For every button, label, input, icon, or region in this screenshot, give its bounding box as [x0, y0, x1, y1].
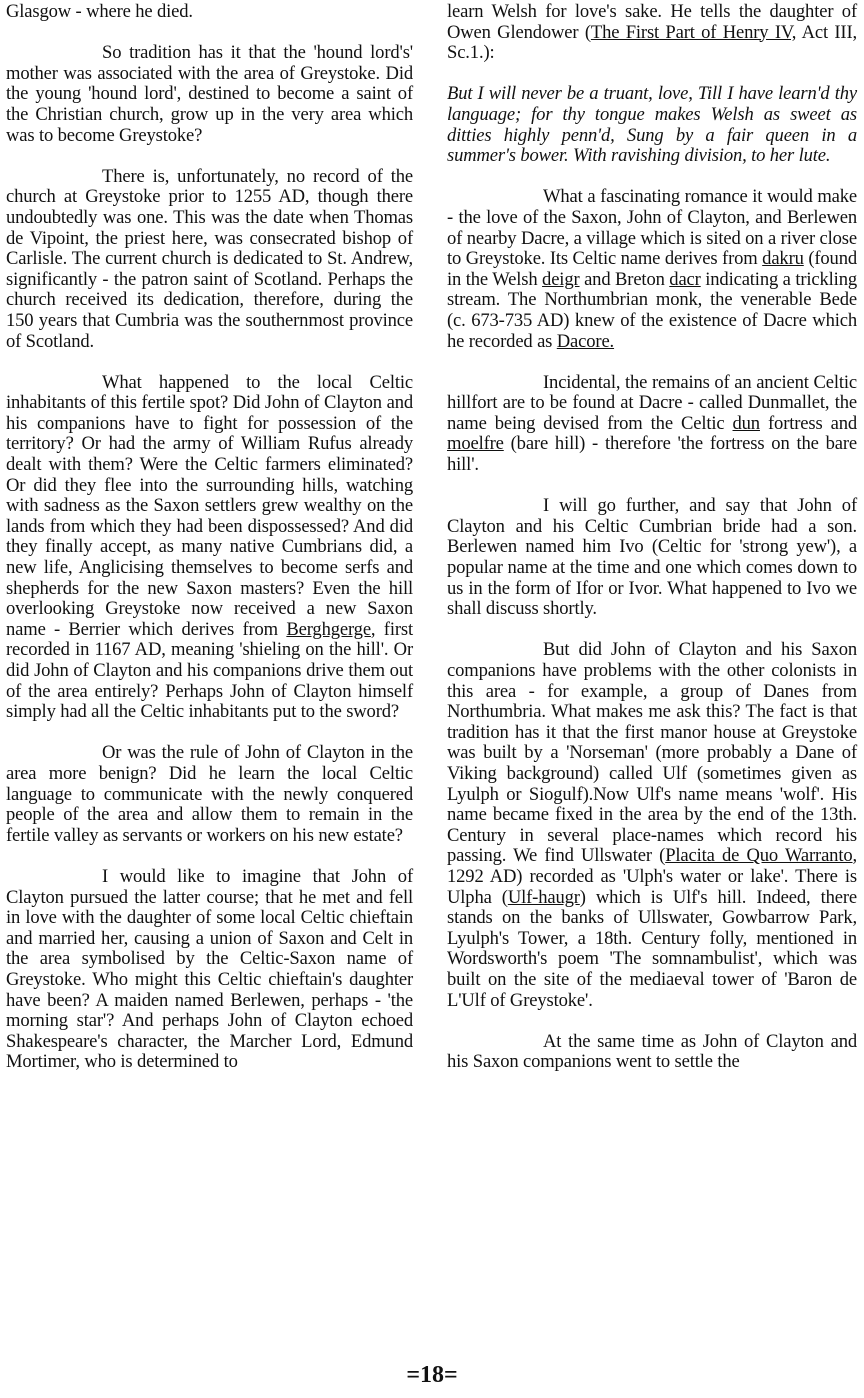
- text-run: What a fascinating romance it would make - the love of the Saxon, John of Clayton, and Berlewen of nearby Dacre, a village which is sited on a river close to Greystoke. Its Celtic name derives from: [447, 186, 857, 270]
- text-run: What happened to the local Celtic inhabitants of this fertile spot? Did John of Clayton and his companions have to fight for possession of the territory? Or had the army of William Rufus already dealt with them? Were the Celtic farmers eliminated? Or did they flee into the surrounding hills, watching with sadness as the Saxon settlers grew wealthy on the lands from which they had been dispossessed? And did they finally accept, as many native Cumbrians did, a new life, Anglicising themselves to become serfs and shepherds for the new Saxon masters? Even the hill overlooking Greystoke now received a new Saxon name - Berrier which derives from: [6, 371, 413, 640]
- paragraph: At the same time as John of Clayton and his Saxon companions went to settle the: [447, 1030, 857, 1073]
- page-number: =18=: [406, 1362, 458, 1388]
- paragraph: [6, 373, 413, 723]
- paragraph: [447, 373, 857, 476]
- underlined-term: Placita de Quo Warranto: [665, 845, 853, 867]
- paragraph: Glasgow - where he died.: [6, 1, 193, 22]
- text-run: (found in the Welsh: [447, 248, 857, 290]
- underlined-term: deigr: [542, 268, 580, 290]
- text-run: , 1292 AD) recorded as 'Ulph's water or lake'. There is Ulpha (: [447, 845, 857, 908]
- paragraph: So tradition has it that the 'hound lord's' mother was associated with the area of Greystoke. Did the young 'hound lord', destined to become a saint of the Christian church, grow up in the very area which was to become Greystoke?: [6, 42, 413, 146]
- paragraph: [447, 640, 857, 1011]
- text-run: fortress and: [759, 412, 857, 434]
- underlined-term: dun: [732, 412, 760, 434]
- underlined-term: Berghgerge: [286, 618, 371, 640]
- text-run: indicating a trickling stream. The Northumbrian monk, the venerable Bede (c. 673-735 AD) knew of the existence of Dacre which he recorded as: [447, 268, 857, 352]
- text-run: Incidental, the remains of an ancient Celtic hillfort are to be found at Dacre - called Dunmallet, the name being devised from the Celtic: [447, 371, 857, 434]
- left-column: [6, 2, 413, 1093]
- text-run: learn Welsh for love's sake. He tells the daughter of Owen Glendower (: [447, 1, 857, 43]
- paragraph: There is, unfortunately, no record of the church at Greystoke prior to 1255 AD, though there undoubtedly was one. This was the date when Thomas de Vipoint, the priest here, was consecrated bishop of Carlisle. The current church is dedicated to St. Andrew, significantly - the patron saint of Scotland. Perhaps the church received its dedication, therefore, during the 150 years that Cumbria was the southernmost province of Scotland.: [6, 165, 413, 352]
- text-run: (bare hill) - therefore 'the fortress on the bare hill'.: [447, 433, 857, 476]
- text-run: , first recorded in 1167 AD, meaning 'shieling on the hill'. Or did John of Clayton and his companions drive them out of the area entirely? Perhaps John of Clayton himself simply had all the Celtic inhabitants put to the sword?: [6, 618, 413, 723]
- right-column: [447, 2, 857, 1093]
- underlined-term: dacr: [669, 268, 701, 290]
- text-run: and Breton: [579, 268, 670, 290]
- underlined-term: dakru: [762, 248, 804, 270]
- underlined-term: Dacore.: [556, 330, 615, 352]
- text-run: ) which is Ulf's hill. Indeed, there stands on the banks of Ullswater, Gowbarrow Park, Lyulph's Tower, a 18th. Century folly, mentioned in Wordsworth's poem 'The somnambulist', which was built on the site of the mediaeval tower of 'Baron de L'Ulf of Greystoke'.: [447, 886, 857, 1011]
- text-run: But did John of Clayton and his Saxon companions have problems with the other colonists in this area - for example, a group of Danes from Northumbria. What makes me ask this? The fact is that tradition has it that the first manor house at Greystoke was built by a 'Norseman' (more probably a Dane of Viking background) called Ulf (sometimes given as Lyulph or Siogulf).Now Ulf's name means 'wolf'. His name became fixed in the area by the end of the 13th. Century in several place-names which record his passing. We find Ullswater (: [447, 639, 857, 867]
- text-run: Act III, Sc.1.):: [447, 21, 857, 64]
- underlined-title: The First Part of Henry IV,: [590, 21, 797, 43]
- underlined-term: Ulf-haugr: [507, 886, 580, 908]
- paragraph: [447, 187, 857, 352]
- paragraph: [447, 2, 857, 64]
- block-quote: But I will never be a truant, love, Till I have learn'd thy language; for thy tongue makes Welsh as sweet as ditties highly penn'd, Sung by a fair queen in a summer's bower. With ravishing division, to her lute.: [447, 83, 857, 167]
- paragraph: Or was the rule of John of Clayton in the area more benign? Did he learn the local Celtic language to communicate with the newly conquered people of the area and allow them to remain in the fertile valley as servants or workers on his new estate?: [6, 742, 413, 846]
- paragraph: I would like to imagine that John of Clayton pursued the latter course; that he met and fell in love with the daughter of some local Celtic chieftain and married her, causing a union of Saxon and Celt in the area symbolised by the Celtic-Saxon name of Greystoke. Who might this Celtic chieftain's daughter have been? A maiden named Berlewen, perhaps - 'the morning star'? And perhaps John of Clayton echoed Shakespeare's character, the Marcher Lord, Edmund Mortimer, who is determined to: [6, 865, 413, 1073]
- underlined-term: moelfre: [447, 433, 504, 455]
- paragraph: I will go further, and say that John of Clayton and his Celtic Cumbrian bride had a son. Berlewen named him Ivo (Celtic for 'strong yew'), a popular name at the time and one which comes down to us in the form of Ifor or Ivor. What happened to Ivo we shall discuss shortly.: [447, 495, 857, 620]
